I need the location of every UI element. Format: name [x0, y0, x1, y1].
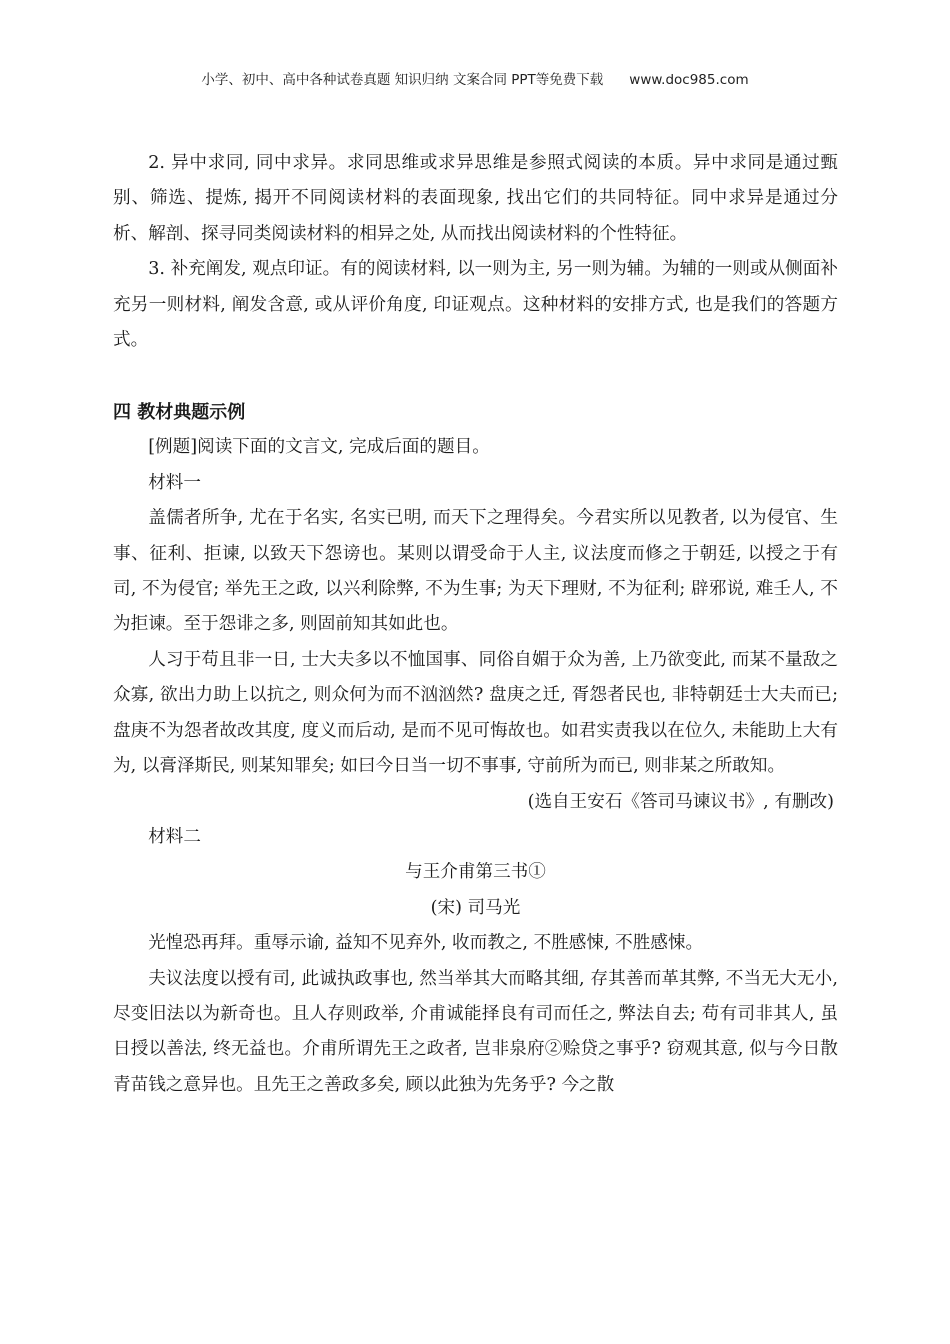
material-2-paragraph: 光惶恐再拜。重辱示谕, 益知不见弃外, 收而教之, 不胜感悚, 不胜感悚。: [148, 933, 704, 954]
material-1-paragraph: 人习于苟且非一日, 士大夫多以不恤国事、同俗自媚于众为善, 上乃欲变此, 而某不量敌之众寡, 欲出力助上以抗之, 则众何为而不汹汹然? 盘庚之迁, 胥怨者民也, 非特朝廷士大夫而已; 盘庚不为怨者故改其度, 度义而后动, 是而不见可悔故也。如君实责我以在位久, 未能助上大有为, 以膏泽斯民, 则某知罪矣; 如曰今日当一切不事事, 守前所为而已, 则非某之所敢知。: [113, 649, 838, 777]
section-title: 四 教材典题示例: [113, 402, 246, 424]
material-2-label: 材料二: [148, 826, 201, 847]
header-site-link[interactable]: www.doc985.com: [629, 72, 749, 88]
page-header: [0, 68, 950, 88]
point-2-paragraph: 2. 异中求同, 同中求异。求同思维或求异思维是参照式阅读的本质。异中求同是通过甄别、筛选、提炼, 揭开不同阅读材料的表面现象, 找出它们的共同特征。同中求异是通过分析、解剖、探寻同类阅读材料的相异之处, 从而找出阅读材料的个性特征。: [113, 153, 838, 244]
document-body: [113, 146, 838, 1103]
material-1-source: (选自王安石《答司马谏议书》, 有删改): [527, 791, 834, 812]
material-2-title: 与王介甫第三书①: [405, 862, 546, 883]
material-1-label: 材料一: [148, 472, 201, 493]
material-2-author: (宋) 司马光: [430, 897, 521, 918]
material-2-paragraph: 夫议法度以授有司, 此诚执政事也, 然当举其大而略其细, 存其善而革其弊, 不当无大无小, 尽变旧法以为新奇也。且人存则政举, 介甫诚能择良有司而任之, 弊法自去; 苟有司非其人, 虽日授以善法, 终无益也。介甫所谓先王之政者, 岂非泉府②赊贷之事乎? 窃观其意, 似与今日散青苗钱之意异也。且先王之善政多矣, 顾以此独为先务乎? 今之散: [113, 968, 838, 1095]
point-3-paragraph: 3. 补充阐发, 观点印证。有的阅读材料, 以一则为主, 另一则为辅。为辅的一则或从侧面补充另一则材料, 阐发含意, 或从评价角度, 印证观点。这种材料的安排方式, 也是我们的答题方式。: [113, 259, 838, 351]
header-text: 小学、初中、高中各种试卷真题 知识归纳 文案合同 PPT等免费下载: [201, 72, 604, 88]
material-1-paragraph: 盖儒者所争, 尤在于名实, 名实已明, 而天下之理得矣。今君实所以见教者, 以为侵官、生事、征利、拒谏, 以致天下怨谤也。某则以谓受命于人主, 议法度而修之于朝廷, 以授之于有司, 不为侵官; 举先王之政, 以兴利除弊, 不为生事; 为天下理财, 不为征利; 辟邪说, 难壬人, 不为拒谏。至于怨诽之多, 则固前知其如此也。: [113, 508, 838, 635]
example-intro: [例题]阅读下面的文言文, 完成后面的题目。: [148, 437, 490, 458]
